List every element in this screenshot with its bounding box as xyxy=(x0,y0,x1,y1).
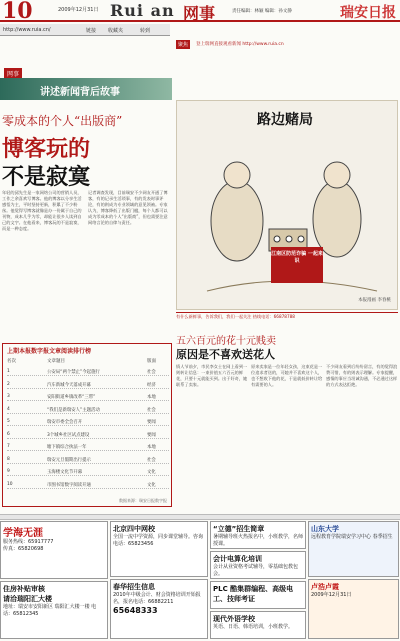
ad-shandong[interactable] xyxy=(308,521,399,577)
ad-housing[interactable] xyxy=(0,581,108,639)
right-subtitle: 五六百元的花十元贱卖 xyxy=(176,336,276,347)
ad-lide[interactable] xyxy=(210,521,306,549)
section-title: 网事 xyxy=(183,4,216,23)
watch-url[interactable]: 登上瑞网直接观看新闻 http://www.ruia.cn xyxy=(196,42,284,47)
ad-luhao-title: 卢浩卢霞 xyxy=(311,583,339,591)
ad-xuehai-phone: 服务热线：65917777 xyxy=(3,539,54,545)
section-badge: 网事 xyxy=(4,68,22,79)
table-row xyxy=(7,381,169,389)
cartoon xyxy=(176,100,398,310)
table-title: 上期本报数字报文章阅读排行榜 xyxy=(7,348,92,355)
article-subtitle: 零成本的个人“出版商” xyxy=(2,114,123,128)
ad-plc-title: PLC 酷集群编程、高级电工、技师考证 xyxy=(213,585,294,603)
nav-url[interactable]: http://www.ruia.cn/ xyxy=(3,27,51,33)
table-cell-rank: 8 xyxy=(7,456,10,462)
ad-chunhua-text: 2010年中级会计、财会资格培训开始报名，报名电话：66882211 xyxy=(113,592,201,605)
table-cell-rank: 5 xyxy=(7,419,10,424)
table-cell-title: “我们是新瑞安人”主题活动 xyxy=(47,407,100,413)
ad-chunhua-number: 65648333 xyxy=(113,606,158,615)
table-source: 数据来源：瑞安日报数字报 xyxy=(119,498,167,503)
ad-lide-title: “立德”招生简章 xyxy=(213,525,265,533)
article-body-col2: 记者调查发现，目前瑞安不少网友开通了博客，有的记录生活琐事，有的发表时事评论，有的则成为专业领域的意见领袖。专家认为，博客降低了出版门槛，每个人都可以成为零成本的个人“出版商”，但也需要注意网络言论的自律与责任。 xyxy=(88,190,168,225)
table-cell-page: 社会 xyxy=(147,370,156,375)
ad-chunhua-title: 春华招生信息 xyxy=(113,583,155,591)
table-cell-rank: 9 xyxy=(7,469,10,474)
table-cell-page: 文化 xyxy=(147,482,156,488)
article-body-col1: 年轻的邱先生是一家网络公司的营销人员，工作之余喜欢写博客。他的博客以分享生活感悟为主，平时坚持更新，积累了不少粉丝。他觉得写博客就像是办一份属于自己的刊物，成本几乎为零，却能让很多人读到自己的文字。在他看来，博客玩的不是寂寞，而是一种态度。 xyxy=(2,190,82,231)
table-cell-rank: 10 xyxy=(7,481,13,487)
table-cell-rank: 7 xyxy=(7,444,10,449)
header-title: 文章题目 xyxy=(47,359,65,364)
ad-chunhua[interactable] xyxy=(110,579,208,639)
ad-housing-sub: 请洽瑞阳汇大楼 xyxy=(3,595,52,603)
cartoon-credit: 本报漫画 李春桃 xyxy=(358,298,391,303)
ad-luhao[interactable] xyxy=(308,579,399,639)
article-body xyxy=(2,190,170,340)
hotline-bar: 有什么新鲜事，告诉我们，我们一起关注 热线电话：66878788 xyxy=(176,312,398,322)
table-cell-page: 社会 xyxy=(147,457,156,463)
ad-housing-text: 地址：瑞安市安阳新区 瑞阳汇大楼一楼 电话：65812345 xyxy=(3,604,97,617)
ad-beijing-title: 北京四中网校 xyxy=(113,525,155,533)
editors-line: 责任编辑：林颖 编辑：孙文静 xyxy=(232,9,292,14)
table-row xyxy=(7,456,169,464)
right-body-col2: 原来卖家是一位年轻女孩，这束花是一位追求者送的，可她并不喜欢这个人，也不想收下他的花，于是就低价转让给有需要的人。 xyxy=(251,364,323,387)
nav-link-3[interactable]: 转到 xyxy=(140,28,151,34)
article-headline-red: 博客玩的 xyxy=(2,137,91,162)
table-row xyxy=(7,431,169,439)
masthead xyxy=(0,0,400,22)
right-headline: 原因是不喜欢送花人 xyxy=(176,348,275,361)
header-page: 版面 xyxy=(147,359,156,364)
ranking-table xyxy=(2,343,172,507)
table-row xyxy=(7,406,169,414)
table-cell-page: 本地 xyxy=(147,395,156,400)
ad-accounting[interactable] xyxy=(210,551,306,579)
table-row xyxy=(7,443,169,451)
ad-accounting-title: 会计电算化培训 xyxy=(213,555,262,563)
banner-text: 讲述新闻背后故事 xyxy=(40,87,120,98)
table-cell-title: 公安局“两个禁止”今起施行 xyxy=(47,370,100,375)
header-rank: 名次 xyxy=(7,359,16,364)
paper-logo: 瑞安日报 xyxy=(340,5,396,21)
ad-beijing-text: 全国一流中学资源，同步课堂辅导。咨询电话：65823456 xyxy=(113,534,204,547)
ad-modern-title: 现代外语学校 xyxy=(213,615,255,623)
table-cell-page: 要闻 xyxy=(147,420,156,425)
table-cell-title: 市图书馆数字阅读开通 xyxy=(47,482,91,488)
ad-xuehai[interactable] xyxy=(0,521,108,579)
table-cell-page: 社会 xyxy=(147,407,156,413)
ad-accounting-text: 会计从业资格考试辅导，零基础包教包会。 xyxy=(213,564,299,577)
ad-separator xyxy=(0,514,400,520)
ad-beijing[interactable] xyxy=(110,521,208,577)
table-cell-rank: 3 xyxy=(7,394,10,399)
table-cell-page: 文化 xyxy=(147,470,156,475)
watch-tag: 聚焦 xyxy=(178,42,189,48)
table-cell-title: 安阳街道乡镇改革“三带” xyxy=(47,395,96,400)
table-cell-title: 玉海楼文化节开幕 xyxy=(47,470,83,475)
ad-xuehai-title: 学海无涯 xyxy=(3,528,43,539)
table-row xyxy=(7,393,169,401)
table-cell-title: 汽车新城今天落成开幕 xyxy=(47,382,91,388)
ads-section xyxy=(0,521,400,641)
nav-link-1[interactable]: 链接 xyxy=(86,28,97,34)
ad-plc[interactable] xyxy=(210,581,306,609)
table-cell-page: 经济 xyxy=(147,382,156,388)
table-cell-rank: 4 xyxy=(7,406,10,412)
ad-modern-language[interactable] xyxy=(210,611,306,639)
brand-latin: Rui an xyxy=(110,1,175,20)
article-headline-black: 不是寂寞 xyxy=(2,165,91,190)
table-cell-title: 瑞安市委全会召开 xyxy=(47,420,83,425)
ad-xuehai-fax: 传真：65820698 xyxy=(3,546,44,552)
table-row xyxy=(7,368,169,376)
ad-modern-text: 英语、日语、韩语培训，小班教学。 xyxy=(213,624,294,630)
right-body xyxy=(176,364,398,514)
table-cell-page: 要闻 xyxy=(147,432,156,438)
table-cell-rank: 6 xyxy=(7,431,10,437)
page-number: 10 xyxy=(2,0,33,24)
banner xyxy=(0,78,172,100)
table-cell-title: 瑞安元旦假期出行提示 xyxy=(47,457,91,463)
nav-link-2[interactable]: 收藏夹 xyxy=(108,28,124,34)
table-cell-rank: 2 xyxy=(7,381,10,387)
ad-housing-title: 住房补贴审核 xyxy=(3,585,45,593)
table-cell-title: 塘下镇综合执法一年 xyxy=(47,445,87,450)
table-row xyxy=(7,468,169,476)
issue-date: 2009年12月31日 xyxy=(58,7,99,13)
cartoon-title: 路边赌局 xyxy=(257,112,313,128)
ad-luhao-date: 2009年12月31日 xyxy=(311,592,352,598)
right-body-col3: 不少网友看到后纷纷留言，有的觉得浪费可惜，有的则表示理解。专家提醒，感情的事应当坦诚沟通，不必通过这样的方式表达拒绝。 xyxy=(326,364,398,387)
ad-shandong-title: 山东大学 xyxy=(311,525,339,533)
ad-lide-text: 暑期辅导班火热报名中，小班教学，名师授课。 xyxy=(213,534,304,547)
cartoon-badge: 江南区防范诈骗 一起来识 xyxy=(271,247,323,283)
right-body-col1: 情人节前夕，市民李女士在网上看到一则转让信息：一束价值五六百元的鲜花，只要十元就能买到。出于好奇，她联系了卖家。 xyxy=(176,364,248,387)
ad-shandong-text: 远程教育学院瑞安学习中心 春季招生 xyxy=(311,534,393,540)
table-cell-page: 本地 xyxy=(147,445,156,450)
browser-bar xyxy=(0,24,170,36)
table-row xyxy=(7,418,169,426)
table-cell-rank: 1 xyxy=(7,369,10,374)
table-row xyxy=(7,481,169,489)
table-cell-title: 3个城乡社区试点建设 xyxy=(47,432,90,438)
